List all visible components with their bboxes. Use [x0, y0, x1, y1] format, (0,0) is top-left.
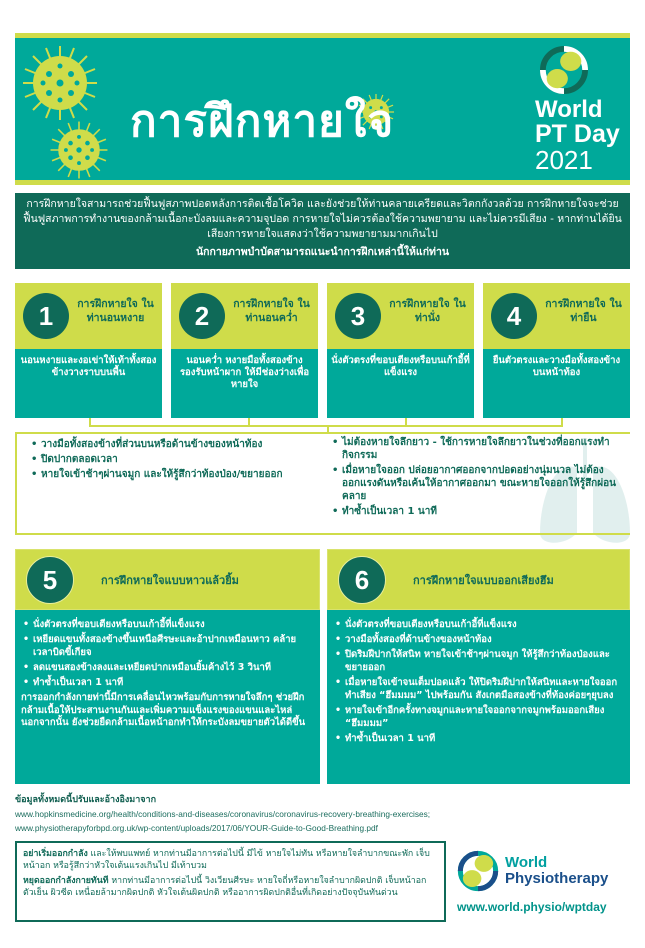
connector-line — [405, 418, 407, 427]
position-title: การฝึกหายใจ ในท่านอนหงาย — [77, 298, 154, 324]
header-banner — [15, 33, 630, 185]
exercise-title: การฝึกหายใจแบบออกเสียงฮึม — [413, 574, 554, 587]
warning-heading-2: หยุดออกกำลังกายทันที — [23, 876, 109, 886]
warning-text-1: และให้พบแพทย์ หากท่านมีอาการต่อไปนี้ มีไข้ หายใจไม่ทัน หรือหายใจลำบากขณะพัก เจ็บหน้าอก หรือรู้สึกว่าหัวใจเต้นแรงเกินไป มีเท้าบวม — [23, 849, 430, 871]
instructions-list-left — [29, 438, 324, 481]
world-physiotherapy-logo — [457, 850, 637, 914]
warning-text-2: หากท่านมีอาการต่อไปนี้ วิงเวียนศีรษะ หายใจถี่หรือหายใจลำบากผิดปกติ เจ็บหน้าอก ตัวเย็น ผิวซีด เหนื่อยล้ามากผิดปกติ หัวใจเต้นผิดปกติ หรืออาการผิดปกติอื่นที่เกิดอย่างปัจจุบันทันด่วน — [23, 876, 427, 898]
instruction-item: • หายใจเข้าช้าๆผ่านจมูก และให้รู้สึกว่าท้องป่อง/ขยายออก — [29, 468, 324, 481]
position-card-2 — [171, 283, 318, 418]
position-description: นอนหงายและงอเข่าให้เท้าทั้งสองข้างวางราบบนพื้น — [15, 349, 162, 418]
connector-line — [89, 418, 563, 427]
exercise-steps — [333, 618, 624, 745]
warning-paragraph-1 — [23, 848, 438, 872]
world-physiotherapy-logo-icon — [457, 850, 499, 892]
intro-paragraph: การฝึกหายใจสามารถช่วยฟื้นฟูสภาพปอดหลังการติดเชื้อโควิด และยังช่วยให้ท่านคลายเครียดและวิตกกังวลด้วย การฝึกหายใจจะช่วยฟื้นฟูสภาพการทำงานของกล้ามเนื้อกะบังลมและความจุปอด การหายใจไม่ควรต้องใช้ความพยายาม และไม่ควรมีเสียง - หากท่านได้ยินเสียงการหายใจแสดงว่าใช้ความพยายามมากเกินไป — [23, 198, 622, 240]
position-title: การฝึกหายใจ ในท่านอนคว่ำ — [233, 298, 310, 324]
exercise-step: • เมื่อหายใจเข้าจนเต็มปอดแล้ว ให้ปิดริมฝีปากให้สนิทและหายใจออก ทำเสียง “ฮึมมมม” ไปพร้อมกัน สังเกตมือสองข้างที่ท้องค่อยๆยุบลง — [333, 676, 624, 702]
world-pt-day-logo — [535, 46, 635, 174]
instructions-list-right — [330, 436, 625, 518]
intro-emphasis: นักกายภาพบำบัดสามารถแนะนำการฝึกเหล่านี้ให้แก่ท่าน — [195, 246, 450, 258]
step-number-badge: 6 — [338, 556, 386, 604]
position-card-3 — [327, 283, 474, 418]
step-number-badge: 4 — [491, 293, 537, 339]
exercise-step: • ปิดริมฝีปากให้สนิท หายใจเข้าช้าๆผ่านจมูก ให้รู้สึกว่าท้องป่องและขยายออก — [333, 648, 624, 674]
world-pt-day-logo-icon — [540, 46, 588, 94]
intro-panel — [15, 193, 630, 269]
connector-line — [248, 418, 250, 427]
logo-text-world: World — [505, 854, 548, 871]
warning-heading-1: อย่าเริ่มออกกำลัง — [23, 849, 88, 859]
sources-section — [15, 794, 615, 835]
page-title: การฝึกหายใจ — [130, 96, 395, 147]
logo-text-physiotherapy: Physiotherapy — [505, 870, 609, 887]
exercise-step: • หายใจเข้าอีกครั้งทางจมูกและหายใจออกจากจมูกพร้อมออกเสียง “ฮึมมมม” — [333, 704, 624, 730]
instruction-item: • ทำซ้ำเป็นเวลา 1 นาที — [330, 505, 625, 518]
exercise-step: • เหยียดแขนทั้งสองข้างขึ้นเหนือศีรษะและอ้าปากเหมือนหาว คล้ายเวลาบิดขี้เกียจ — [21, 633, 314, 659]
common-instructions — [15, 432, 630, 535]
position-card-4 — [483, 283, 630, 418]
step-number-badge: 1 — [23, 293, 69, 339]
exercise-card-5 — [15, 549, 320, 784]
instruction-item: • ปิดปากตลอดเวลา — [29, 453, 324, 466]
warning-box — [15, 841, 446, 922]
exercise-title: การฝึกหายใจแบบหาวแล้วยิ้ม — [101, 574, 239, 587]
exercise-note: การออกกำลังกายท่านี้มีการเคลื่อนไหวพร้อมกับการหายใจลึกๆ ช่วยฝึกกล้ามเนื้อให้ประสานงานกันและเพิ่มความแข็งแรงของแขนและไหล่ นอกจากนั้น ยังช่วยยืดกล้ามเนื้อหน้าอกทำให้กระบังลมขยายตัวได้ดีขึ้น — [21, 692, 306, 728]
position-description: นอนคว่ำ หงายมือทั้งสองข้าง รองรับหน้าผาก ให้มีช่องว่างเพื่อหายใจ — [171, 349, 318, 418]
exercise-step: • นั่งตัวตรงที่ขอบเตียงหรือบนเก้าอี้ที่แข็งแรง — [333, 618, 624, 631]
position-title: การฝึกหายใจ ในท่านั่ง — [389, 298, 466, 324]
step-number-badge: 2 — [179, 293, 225, 339]
exercise-step: • วางมือทั้งสองที่ด้านข้างของหน้าท้อง — [333, 633, 624, 646]
exercise-step: • ทำซ้ำเป็นเวลา 1 นาที — [333, 732, 624, 745]
instruction-item: • ไม่ต้องหายใจลึกยาว - ใช้การหายใจลึกยาวในช่วงที่ออกแรงทำกิจกรรม — [330, 436, 625, 462]
logo-text-pt-day: PT Day — [535, 120, 620, 148]
instruction-item: • เมื่อหายใจออก ปล่อยอากาศออกจากปอดอย่างนุ่มนวล ไม่ต้องออกแรงดันหรือเค้นให้อากาศออกมา ขณะหายใจออกให้รู้สึกผ่อนคลาย — [330, 464, 625, 503]
sources-label: ข้อมูลทั้งหมดนี้ปรับและอ้างอิงมาจาก — [15, 795, 157, 805]
step-number-badge: 3 — [335, 293, 381, 339]
warning-paragraph-2 — [23, 875, 438, 899]
position-description: ยืนตัวตรงและวางมือทั้งสองข้างบนหน้าท้อง — [483, 349, 630, 418]
exercise-step: • ลดแขนสองข้างลงและเหยียดปากเหมือนยิ้มค้างไว้ 3 วินาที — [21, 661, 314, 674]
position-description: นั่งตัวตรงที่ขอบเตียงหรือบนเก้าอี้ที่แข็งแรง — [327, 349, 474, 418]
exercise-step: • นั่งตัวตรงที่ขอบเตียงหรือบนเก้าอี้ที่แข็งแรง — [21, 618, 314, 631]
position-card-1 — [15, 283, 162, 418]
step-number-badge: 5 — [26, 556, 74, 604]
virus-icon — [49, 120, 109, 180]
logo-text-year: 2021 — [535, 145, 593, 175]
exercise-steps — [21, 618, 314, 689]
instruction-item: • วางมือทั้งสองข้างที่ส่วนบนหรือด้านข้างของหน้าท้อง — [29, 438, 324, 451]
virus-icon — [21, 44, 99, 122]
source-link[interactable]: www.physiotherapyforbpd.org.uk/wp-content/uploads/2017/06/YOUR-Guide-to-Good-Breathing.pdf — [15, 823, 378, 833]
website-link[interactable]: www.world.physio/wptday — [457, 900, 607, 914]
exercise-step: • ทำซ้ำเป็นเวลา 1 นาที — [21, 676, 314, 689]
source-link[interactable]: www.hopkinsmedicine.org/health/conditions-and-diseases/coronavirus/coronavirus-recovery-breathing-exercises; — [15, 809, 431, 819]
logo-text-world: World — [535, 96, 603, 123]
position-title: การฝึกหายใจ ในท่ายืน — [545, 298, 622, 324]
exercise-card-6 — [327, 549, 630, 784]
